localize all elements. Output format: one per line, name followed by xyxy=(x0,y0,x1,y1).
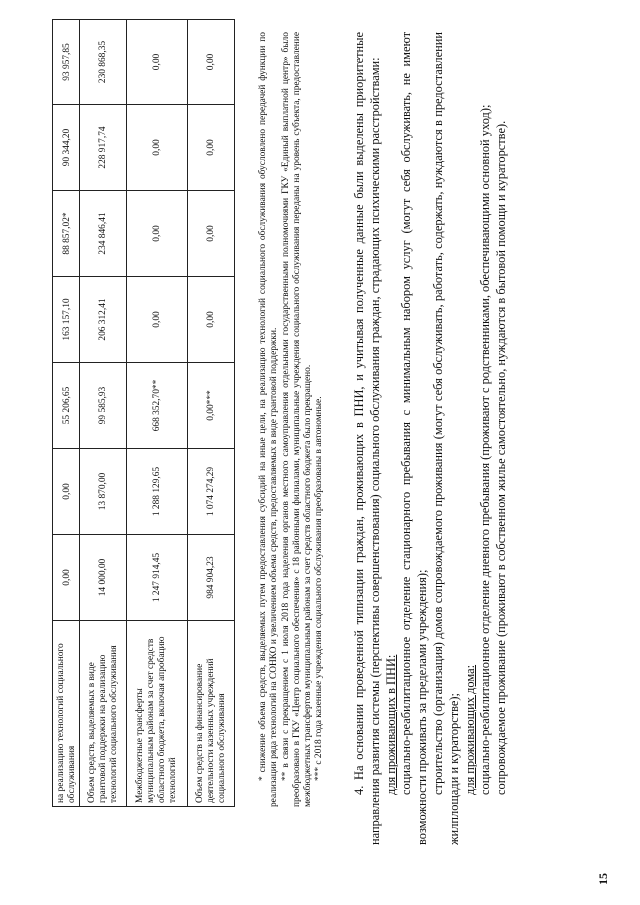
table-cell: 0,00 xyxy=(188,277,235,363)
table-cell: 14 000,00 xyxy=(80,535,127,621)
table-row xyxy=(80,20,127,807)
table-cell: 0,00 xyxy=(188,191,235,277)
table-cell: 0,00 xyxy=(127,20,188,105)
table-cell: 0,00 xyxy=(127,105,188,191)
table-cell: 206 312,41 xyxy=(80,277,127,363)
table-cell: 0,00 xyxy=(53,449,80,535)
list-item: социально-реабилитационное отделение стационарного пребывания с минимальным набором услуг (могут себя обслуживать, не имеют возможности проживать за пределами учреждения); xyxy=(399,32,430,845)
body-text xyxy=(352,32,510,845)
table-cell: 0,00*** xyxy=(188,363,235,449)
table-cell: 984 904,23 xyxy=(188,535,235,621)
heading-home-text: для проживающих дома: xyxy=(462,664,477,795)
table-cell: 0,00 xyxy=(188,105,235,191)
heading-pni xyxy=(384,32,400,845)
table-cell: 1 288 129,65 xyxy=(127,449,188,535)
table-cell: 13 870,00 xyxy=(80,449,127,535)
financing-table xyxy=(52,19,235,807)
table-cell: 1 247 914,45 xyxy=(127,535,188,621)
footnote: ** в связи с прекращением с 1 июля 2018 года наделения органов местного самоуправления отдельными государственными полномочиями ГКУ «Единый выплатной центр» было преобразовано в ГКУ «Центр социального обеспечения» с 18 районными филиалами, муниципальные учреждения социального обслуживания переданы на уровень субъекта, предоставление межбюджетных трансфертов муниципальным районам за счет средств областного бюджета было прекращено. xyxy=(280,32,314,807)
table-cell: 55 206,65 xyxy=(53,363,80,449)
table-cell: 228 917,74 xyxy=(80,105,127,191)
intro-paragraph: 4. На основании проведенной типизации граждан, проживающих в ПНИ, и учитывая полученные данные были выделены приоритетные направления развития системы (перспективы совершенствования) социального обслуживания граждан, страдающих психическими расстройствами: xyxy=(352,32,382,845)
page-number: 15 xyxy=(596,873,610,885)
table-cell: 0,00 xyxy=(188,20,235,105)
table-cell: 0,00 xyxy=(127,277,188,363)
table-cell: 88 857,02* xyxy=(53,191,80,277)
table-cell: 99 585,93 xyxy=(80,363,127,449)
table-cell: 1 074 274,29 xyxy=(188,449,235,535)
heading-pni-text: для проживающих в ПНИ: xyxy=(383,654,398,795)
heading-home xyxy=(463,32,479,845)
list-item: сопровождаемое проживание (проживают в собственном жилье самостоятельно, нуждаются в бытовой помощи и кураторстве). xyxy=(494,120,509,795)
footnote: *** с 2018 года казенные учреждения социального обслуживания преобразованы в автономные. xyxy=(314,396,325,781)
table-cell: 93 957,85 xyxy=(53,20,80,105)
table-row xyxy=(53,20,80,807)
table-cell: 0,00 xyxy=(127,191,188,277)
footnotes xyxy=(258,32,326,807)
table-row xyxy=(188,20,235,807)
row-label: Объем средств на финансирование деятельности казенных учреждений социального обслуживания xyxy=(188,621,235,807)
row-label: на реализацию технологий социального обслуживания xyxy=(53,621,80,807)
list-item: строительство (организация) домов сопровождаемого проживания (могут себя обслуживать, работать, содержать, нуждаются в предоставлении жилплощади и кураторстве); xyxy=(430,32,461,845)
footnote: * снижение объема средств, выделяемых путем предоставления субсидий на иные цели, на реализацию технологий социального обслуживания обусловлено передачей функции по реализации ряда технологий на СОНКО и увеличением объема средств, предоставляемых в виде грантовой поддержки. xyxy=(258,32,280,807)
row-label: Межбюджетные трансферты муниципальным районам за счет средств областного бюджета, включая апробацию технологий xyxy=(127,621,188,807)
table-cell: 0,00 xyxy=(53,535,80,621)
table-cell: 234 846,41 xyxy=(80,191,127,277)
list-item: социально-реабилитационное отделение дневного пребывания (проживают с родственниками, обеспечивающими основной уход); xyxy=(478,104,493,795)
table-cell: 90 344,20 xyxy=(53,105,80,191)
table-cell: 163 157,10 xyxy=(53,277,80,363)
table-row xyxy=(127,20,188,807)
table-cell: 668 352,70** xyxy=(127,363,188,449)
row-label: Объем средств, выделяемых в виде грантовой поддержки на реализацию технологий социального обслуживания xyxy=(80,621,127,807)
table-cell: 230 868,35 xyxy=(80,20,127,105)
